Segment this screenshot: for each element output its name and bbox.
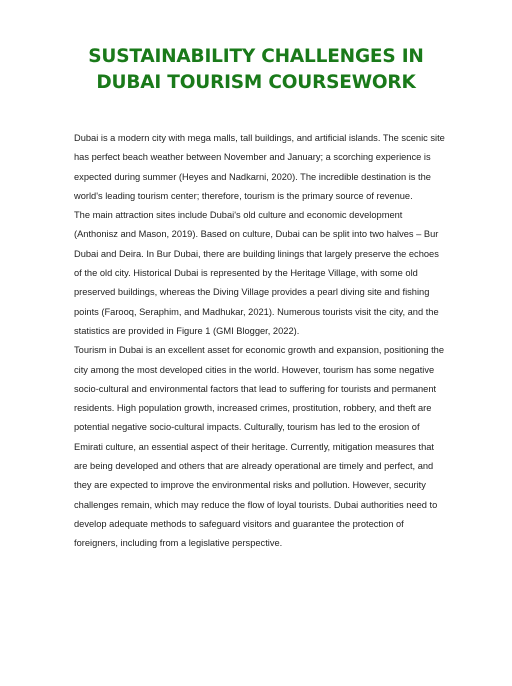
title-line-1: SUSTAINABILITY CHALLENGES IN [88, 46, 424, 67]
title-line-2: DUBAI TOURISM COURSEWORK [96, 72, 416, 93]
paragraph-attractions: The main attraction sites include Dubai's old culture and economic development (Anthonisz and Mason, 2019). Based on culture, Dubai can be split into two halves – Bur Dubai and Deira. In Bur Dubai, there are building linings that largely preserve the echoes of the old city. Historical Dubai is represented by the Heritage Village, with some old preserved buildings, whereas the Diving Village provides a pearl diving site and fishing points (Farooq, Seraphim, and Madhukar, 2021). Numerous tourists visit the city, and the statistics are provided in Figure 1 (GMI Blogger, 2022). [74, 210, 439, 336]
paragraph-intro: Dubai is a modern city with mega malls, tall buildings, and artificial islands. The scenic site has perfect beach weather between November and January; a scorching experience is expected during summer (Heyes and Nadkarni, 2020). The incredible destination is the world's leading tourism center; therefore, tourism is the primary source of revenue. [74, 133, 445, 201]
document-title [40, 44, 472, 96]
document-body [74, 129, 446, 554]
paragraph-impacts: Tourism in Dubai is an excellent asset for economic growth and expansion, positioning the city among the most developed cities in the world. However, tourism has some negative socio-cultural and environmental factors that lead to suffering for tourists and permanent residents. High population growth, increased crimes, prostitution, robbery, and theft are potential negative socio-cultural impacts. Culturally, tourism has led to the erosion of Emirati culture, an essential aspect of their heritage. Currently, mitigation measures that are being developed and others that are already operational are timely and perfect, and they are expected to improve the environmental risks and pollution. However, security challenges remain, which may reduce the flow of loyal tourists. Dubai authorities need to develop adequate methods to safeguard visitors and guarantee the protection of foreigners, including from a legislative perspective. [74, 345, 445, 549]
